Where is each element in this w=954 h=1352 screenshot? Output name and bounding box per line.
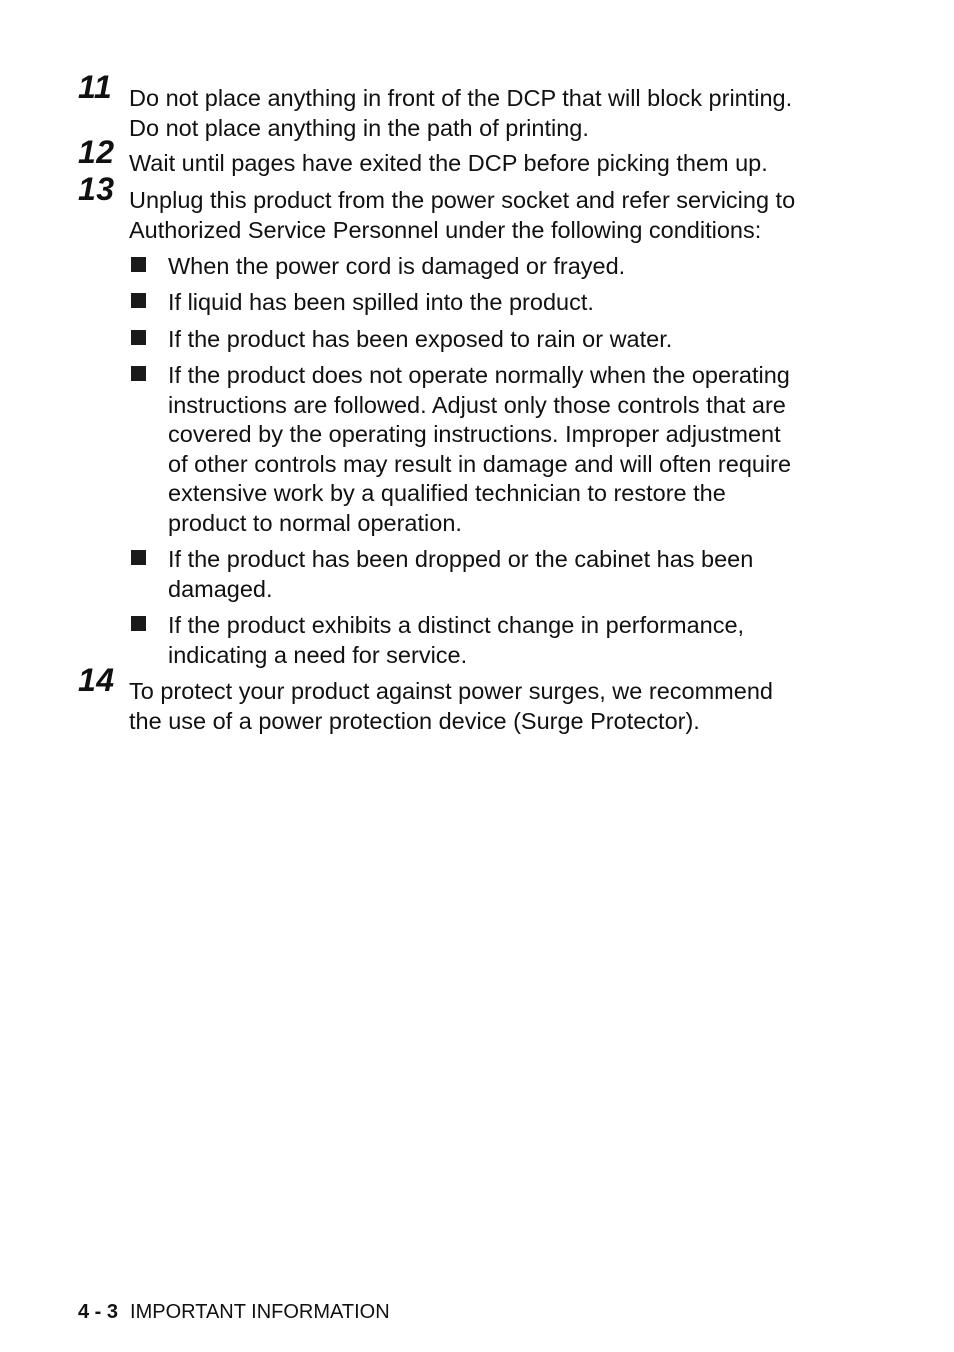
list-item-14 (78, 662, 838, 736)
item-number: 11 (78, 69, 113, 105)
page-footer (78, 1300, 390, 1324)
bullet-square-icon (131, 366, 146, 381)
condition-item (131, 288, 831, 318)
bullet-square-icon (131, 330, 146, 345)
item-text: To protect your product against power surges, we recommend the use of a power protection device (Surge Protector). (129, 678, 773, 734)
bullet-square-icon (131, 550, 146, 565)
item-number: 14 (78, 662, 115, 698)
condition-item (131, 545, 831, 604)
condition-text: When the power cord is damaged or frayed. (168, 253, 626, 279)
condition-text: If the product has been exposed to rain or water. (168, 326, 673, 352)
condition-text: If the product exhibits a distinct change in performance, indicating a need for service. (168, 612, 745, 668)
item-text: Do not place anything in front of the DCP that will block printing. Do not place anything in the path of printing. (129, 85, 793, 141)
bullet-square-icon (131, 293, 146, 308)
list-item-13 (78, 171, 838, 245)
condition-item (131, 325, 831, 355)
bullet-square-icon (131, 616, 146, 631)
section-title: IMPORTANT INFORMATION (130, 1301, 390, 1323)
item-text: Wait until pages have exited the DCP before picking them up. (129, 150, 768, 176)
condition-text: If the product has been dropped or the cabinet has been damaged. (168, 546, 754, 602)
condition-item (131, 611, 831, 670)
item-number: 12 (78, 134, 115, 170)
condition-item (131, 252, 831, 282)
page-number: 4 - 3 (78, 1301, 119, 1323)
list-item-11 (78, 69, 838, 143)
condition-item (131, 361, 831, 538)
condition-text: If liquid has been spilled into the product. (168, 289, 594, 315)
item-number: 13 (78, 171, 115, 207)
list-item-12 (78, 134, 838, 179)
condition-text: If the product does not operate normally when the operating instructions are followed. Adjust only those controls that are covered by the operating instructions. Improper adjustment of other controls may result in damage and will often require extensive work by a qualified technician to restore the product to normal operation. (168, 362, 792, 536)
item-text: Unplug this product from the power socket and refer servicing to Authorized Service Personnel under the following conditions: (129, 187, 796, 243)
bullet-square-icon (131, 257, 146, 272)
